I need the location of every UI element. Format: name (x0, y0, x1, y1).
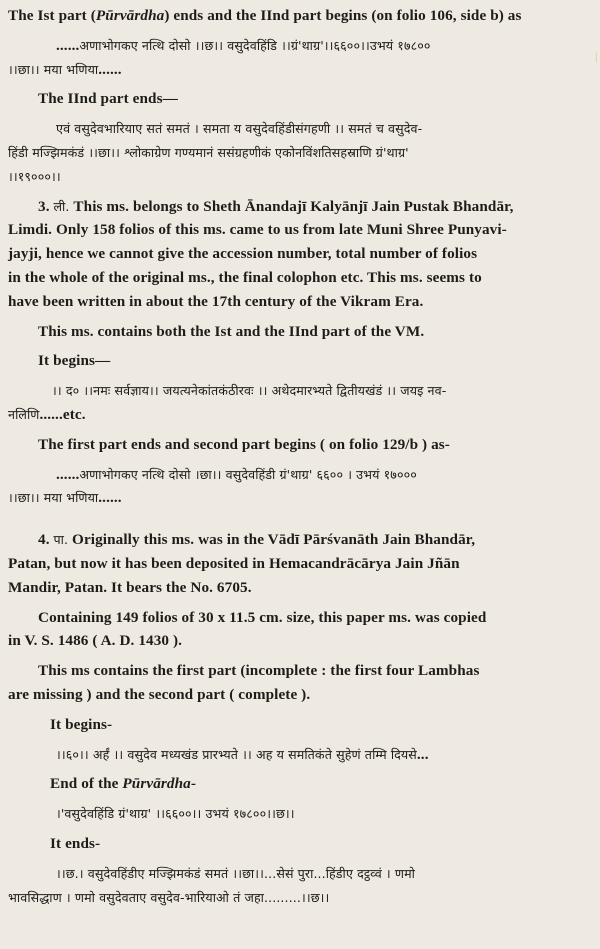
ms-siglum: पा. (53, 532, 69, 548)
sanskrit-text: ।।छा।। मया भणिया (8, 490, 99, 506)
text-line: Originally this ms. was in the Vādī Pārśvanāth Jain Bhandār, (72, 531, 476, 549)
sanskrit-text: ।।६०।। अर्हं ।। वसुदेव मध्यखंड प्रारभ्यते ।। अह य समतिकंते सुहेणं तम्मि दियसे (56, 746, 417, 762)
heading-it-begins-2: It begins- (50, 715, 113, 733)
sanskrit-text: हिंडी मज्झिमकंडं ।।छा।। श्लोकाग्रेण गण्यमानं ससंग्रहणीकं एकोनविंशतिसहस्राणि ग्रं'थाग्र' (8, 144, 409, 160)
ellipsis: ...... (56, 36, 80, 54)
text-line: This ms contains the first part (incomplete : the first four Lambhas (38, 662, 480, 680)
ellipsis: ...... (98, 489, 122, 507)
sanskrit-quote-3-line-1 (8, 379, 590, 403)
sanskrit-quote-6 (8, 802, 590, 826)
ms-4-heading-line (8, 528, 590, 552)
sanskrit-quote-5 (8, 743, 590, 767)
text-line: Patan, but now it has been deposited in Hemacandrācārya Jain Jñān (8, 554, 460, 572)
text-line: in V. S. 1486 ( A. D. 1430 ). (8, 632, 183, 650)
sanskrit-quote-4-cont (8, 486, 590, 510)
item-number: 3. (38, 197, 50, 215)
sanskrit-text: ।। द० ।।नमः सर्वज्ञाय।। जयत्यनेकांतकंठीरवः ।। अथेदमारभ्यते द्वितीयखंडं ।। जयइ नव- (52, 383, 447, 399)
text-segment: End of the (50, 775, 123, 793)
sanskrit-quote-4 (8, 463, 590, 487)
sanskrit-quote-7-line-2 (8, 886, 590, 910)
heading-part-two-ends: The IInd part ends— (38, 90, 178, 108)
italic-term: Pūrvārdha (95, 7, 165, 24)
sanskrit-text: ।।१९०००।। (8, 168, 61, 184)
item-number: 4. (38, 531, 50, 549)
ellipsis: ... (416, 745, 429, 763)
sanskrit-quote-2-line-3 (8, 165, 590, 189)
sanskrit-quote-1 (8, 34, 590, 58)
text-segment: - (190, 775, 197, 793)
sanskrit-quote-2-line-1 (8, 117, 590, 141)
text-line: Limdi. Only 158 folios of this ms. came to us from late Muni Shree Punyavi- (8, 221, 507, 239)
paragraph-contents: This ms. contains both the Ist and the IInd part of the VM. (38, 322, 425, 340)
ellipsis: ...... (98, 60, 122, 78)
sanskrit-text: ।'वसुदेवहिंडि ग्रं'थाग्र' ।।६६००।। उभयं १७८००।।छ।। (56, 806, 295, 822)
text-segment: ) ends and the IInd part begins (on folio 106, side b) as (164, 7, 522, 24)
sanskrit-quote-7-line-1 (8, 862, 590, 886)
sanskrit-text: ।।छ.। वसुदेवहिंडीए मज्झिमकंडं समतं ।।छा।।...सेसं पुरा...हिंडीए दट्ठव्वं । णमो (56, 865, 415, 881)
paragraph-first-part-ends: The first part ends and second part begins ( on folio 129/b ) as- (38, 435, 450, 453)
italic-term: Pūrvārdha (122, 775, 191, 793)
sanskrit-text: अणाभोगकए नत्थि दोसो ।छा।। वसुदेवहिंडी ग्रं'थाग्र' ६६०० । उभयं १७००० (79, 466, 417, 482)
text-segment: ......etc. (39, 405, 86, 423)
text-segment: The Ist part ( (8, 7, 96, 24)
text-line: This ms. belongs to Sheth Ānandajī Kalyānjī Jain Pustak Bhandār, (73, 197, 514, 215)
ms-3-heading-line (8, 195, 590, 219)
heading-end-of-purvardha (8, 772, 590, 796)
ms-siglum: ली. (53, 198, 70, 214)
heading-it-ends: It ends- (50, 834, 101, 852)
paragraph-part-one-ends (8, 4, 590, 28)
text-line: have been written in about the 17th century of the Vikram Era. (8, 292, 424, 310)
sanskrit-text: नलिणि (8, 406, 40, 422)
bleed-through-mark: | (594, 52, 598, 63)
sanskrit-text: एवं वसुदेवभारियाए सतं समतं । समता य वसुदेवहिंडीसंगहणी ।। समतं च वसुदेव- (56, 121, 423, 137)
sanskrit-text: भावसिद्धाण । णमो वसुदेवताए वसुदेव-भारियाओ तं जहा.........।।छ।। (8, 889, 330, 905)
ellipsis: ...... (56, 465, 80, 483)
text-line: Mandir, Patan. It bears the No. 6705. (8, 578, 252, 596)
sanskrit-quote-1-cont (8, 58, 590, 82)
text-line: are missing ) and the second part ( complete ). (8, 685, 311, 703)
heading-it-begins: It begins— (38, 352, 111, 370)
text-line: Containing 149 folios of 30 x 11.5 cm. size, this paper ms. was copied (38, 608, 487, 626)
sanskrit-quote-3-line-2 (8, 403, 590, 427)
sanskrit-quote-2-line-2 (8, 141, 590, 165)
sanskrit-text: अणाभोगकए नत्थि दोसो ।।छ।। वसुदेवहिंडि ।।ग्रं'थाग्र'।।६६००।।उभयं १७८०० (79, 37, 431, 53)
text-line: jayji, hence we cannot give the accession number, total number of folios (8, 245, 478, 263)
sanskrit-text: ।।छा।। मया भणिया (8, 61, 99, 77)
text-line: in the whole of the original ms., the final colophon etc. This ms. seems to (8, 268, 482, 286)
